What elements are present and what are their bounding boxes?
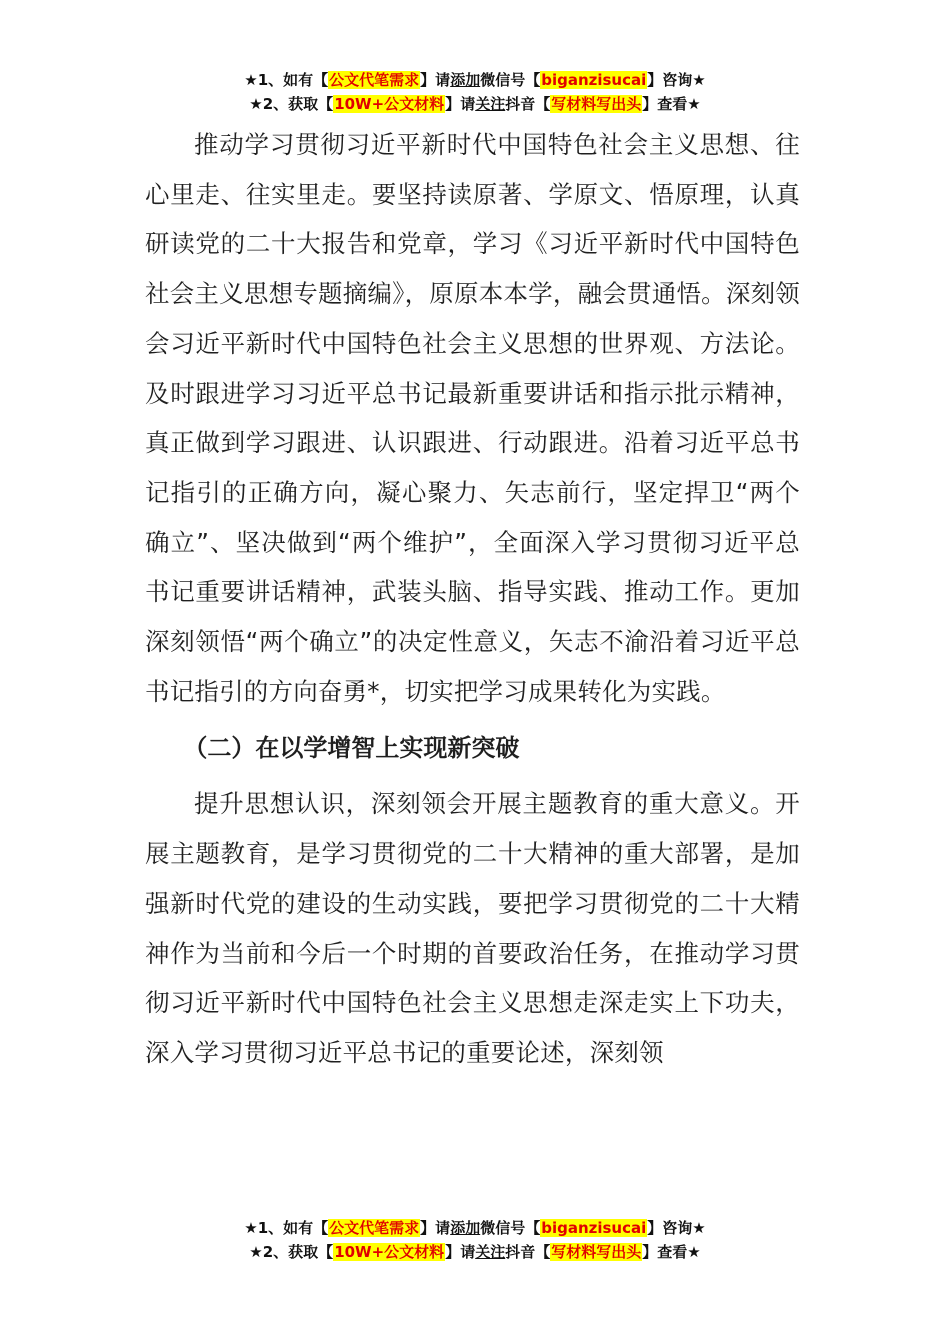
- banner-text: 微信号【: [480, 71, 541, 89]
- banner-text: 】查看★: [642, 95, 701, 113]
- underlined-follow: 关注: [475, 95, 506, 113]
- banner-line-2: [0, 92, 950, 116]
- banner-text: 】查看★: [642, 1243, 701, 1261]
- banner-text: 】请: [445, 95, 476, 113]
- banner-text: ★2、获取【: [249, 1243, 334, 1261]
- highlight-wechat-id: biganzisucai: [541, 1219, 647, 1237]
- banner-text: 】请: [445, 1243, 476, 1261]
- footer-banner: [0, 1216, 950, 1264]
- underlined-add: 添加: [450, 71, 481, 89]
- highlight-ghostwriting: 公文代笔需求: [329, 71, 420, 89]
- body-paragraph-1: 推动学习贯彻习近平新时代中国特色社会主义思想、往心里走、往实里走。要坚持读原著、学原文、悟原理，认真研读党的二十大报告和党章，学习《习近平新时代中国特色社会主义思想专题摘编》，原原本本学，融会贯通悟。深刻领会习近平新时代中国特色社会主义思想的世界观、方法论。及时跟进学习习近平总书记最新重要讲话和指示批示精神，真正做到学习跟进、认识跟进、行动跟进。沿着习近平总书记指引的正确方向，凝心聚力、矢志前行，坚定捍卫“两个确立”、坚决做到“两个维护”，全面深入学习贯彻习近平总书记重要讲话精神，武装头脑、指导实践、推动工作。更加深刻领悟“两个确立”的决定性意义，矢志不渝沿着习近平总书记指引的方向奋勇*，切实把学习成果转化为实践。: [145, 130, 800, 706]
- document-body: [145, 120, 800, 1078]
- highlight-materials: 10W+公文材料: [334, 95, 445, 113]
- banner-text: 抖音【: [505, 95, 551, 113]
- banner-line-1: [0, 68, 950, 92]
- highlight-materials: 10W+公文材料: [334, 1243, 445, 1261]
- banner-text: 】请: [420, 1219, 451, 1237]
- banner-text: 微信号【: [480, 1219, 541, 1237]
- underlined-add: 添加: [450, 1219, 481, 1237]
- underlined-follow: 关注: [475, 1243, 506, 1261]
- banner-text: 抖音【: [505, 1243, 551, 1261]
- banner-line-1: [0, 1216, 950, 1240]
- highlight-douyin-account: 写材料写出头: [551, 1243, 642, 1261]
- highlight-douyin-account: 写材料写出头: [551, 95, 642, 113]
- banner-line-2: [0, 1240, 950, 1264]
- header-banner: [0, 68, 950, 116]
- banner-text: 】咨询★: [647, 1219, 706, 1237]
- body-paragraph-2: 提升思想认识，深刻领会开展主题教育的重大意义。开展主题教育，是学习贯彻党的二十大精神的重大部署，是加强新时代党的建设的生动实践，要把学习贯彻党的二十大精神作为当前和今后一个时期的首要政治任务，在推动学习贯彻习近平新时代中国特色社会主义思想走深走实上下功夫，深入学习贯彻习近平总书记的重要论述，深刻领: [145, 789, 800, 1067]
- banner-text: ★1、如有【: [244, 1219, 329, 1237]
- banner-text: 】咨询★: [647, 71, 706, 89]
- banner-text: ★1、如有【: [244, 71, 329, 89]
- highlight-ghostwriting: 公文代笔需求: [329, 1219, 420, 1237]
- banner-text: ★2、获取【: [249, 95, 334, 113]
- highlight-wechat-id: biganzisucai: [541, 71, 647, 89]
- section-heading: （二）在以学增智上实现新突破: [183, 734, 520, 763]
- banner-text: 】请: [420, 71, 451, 89]
